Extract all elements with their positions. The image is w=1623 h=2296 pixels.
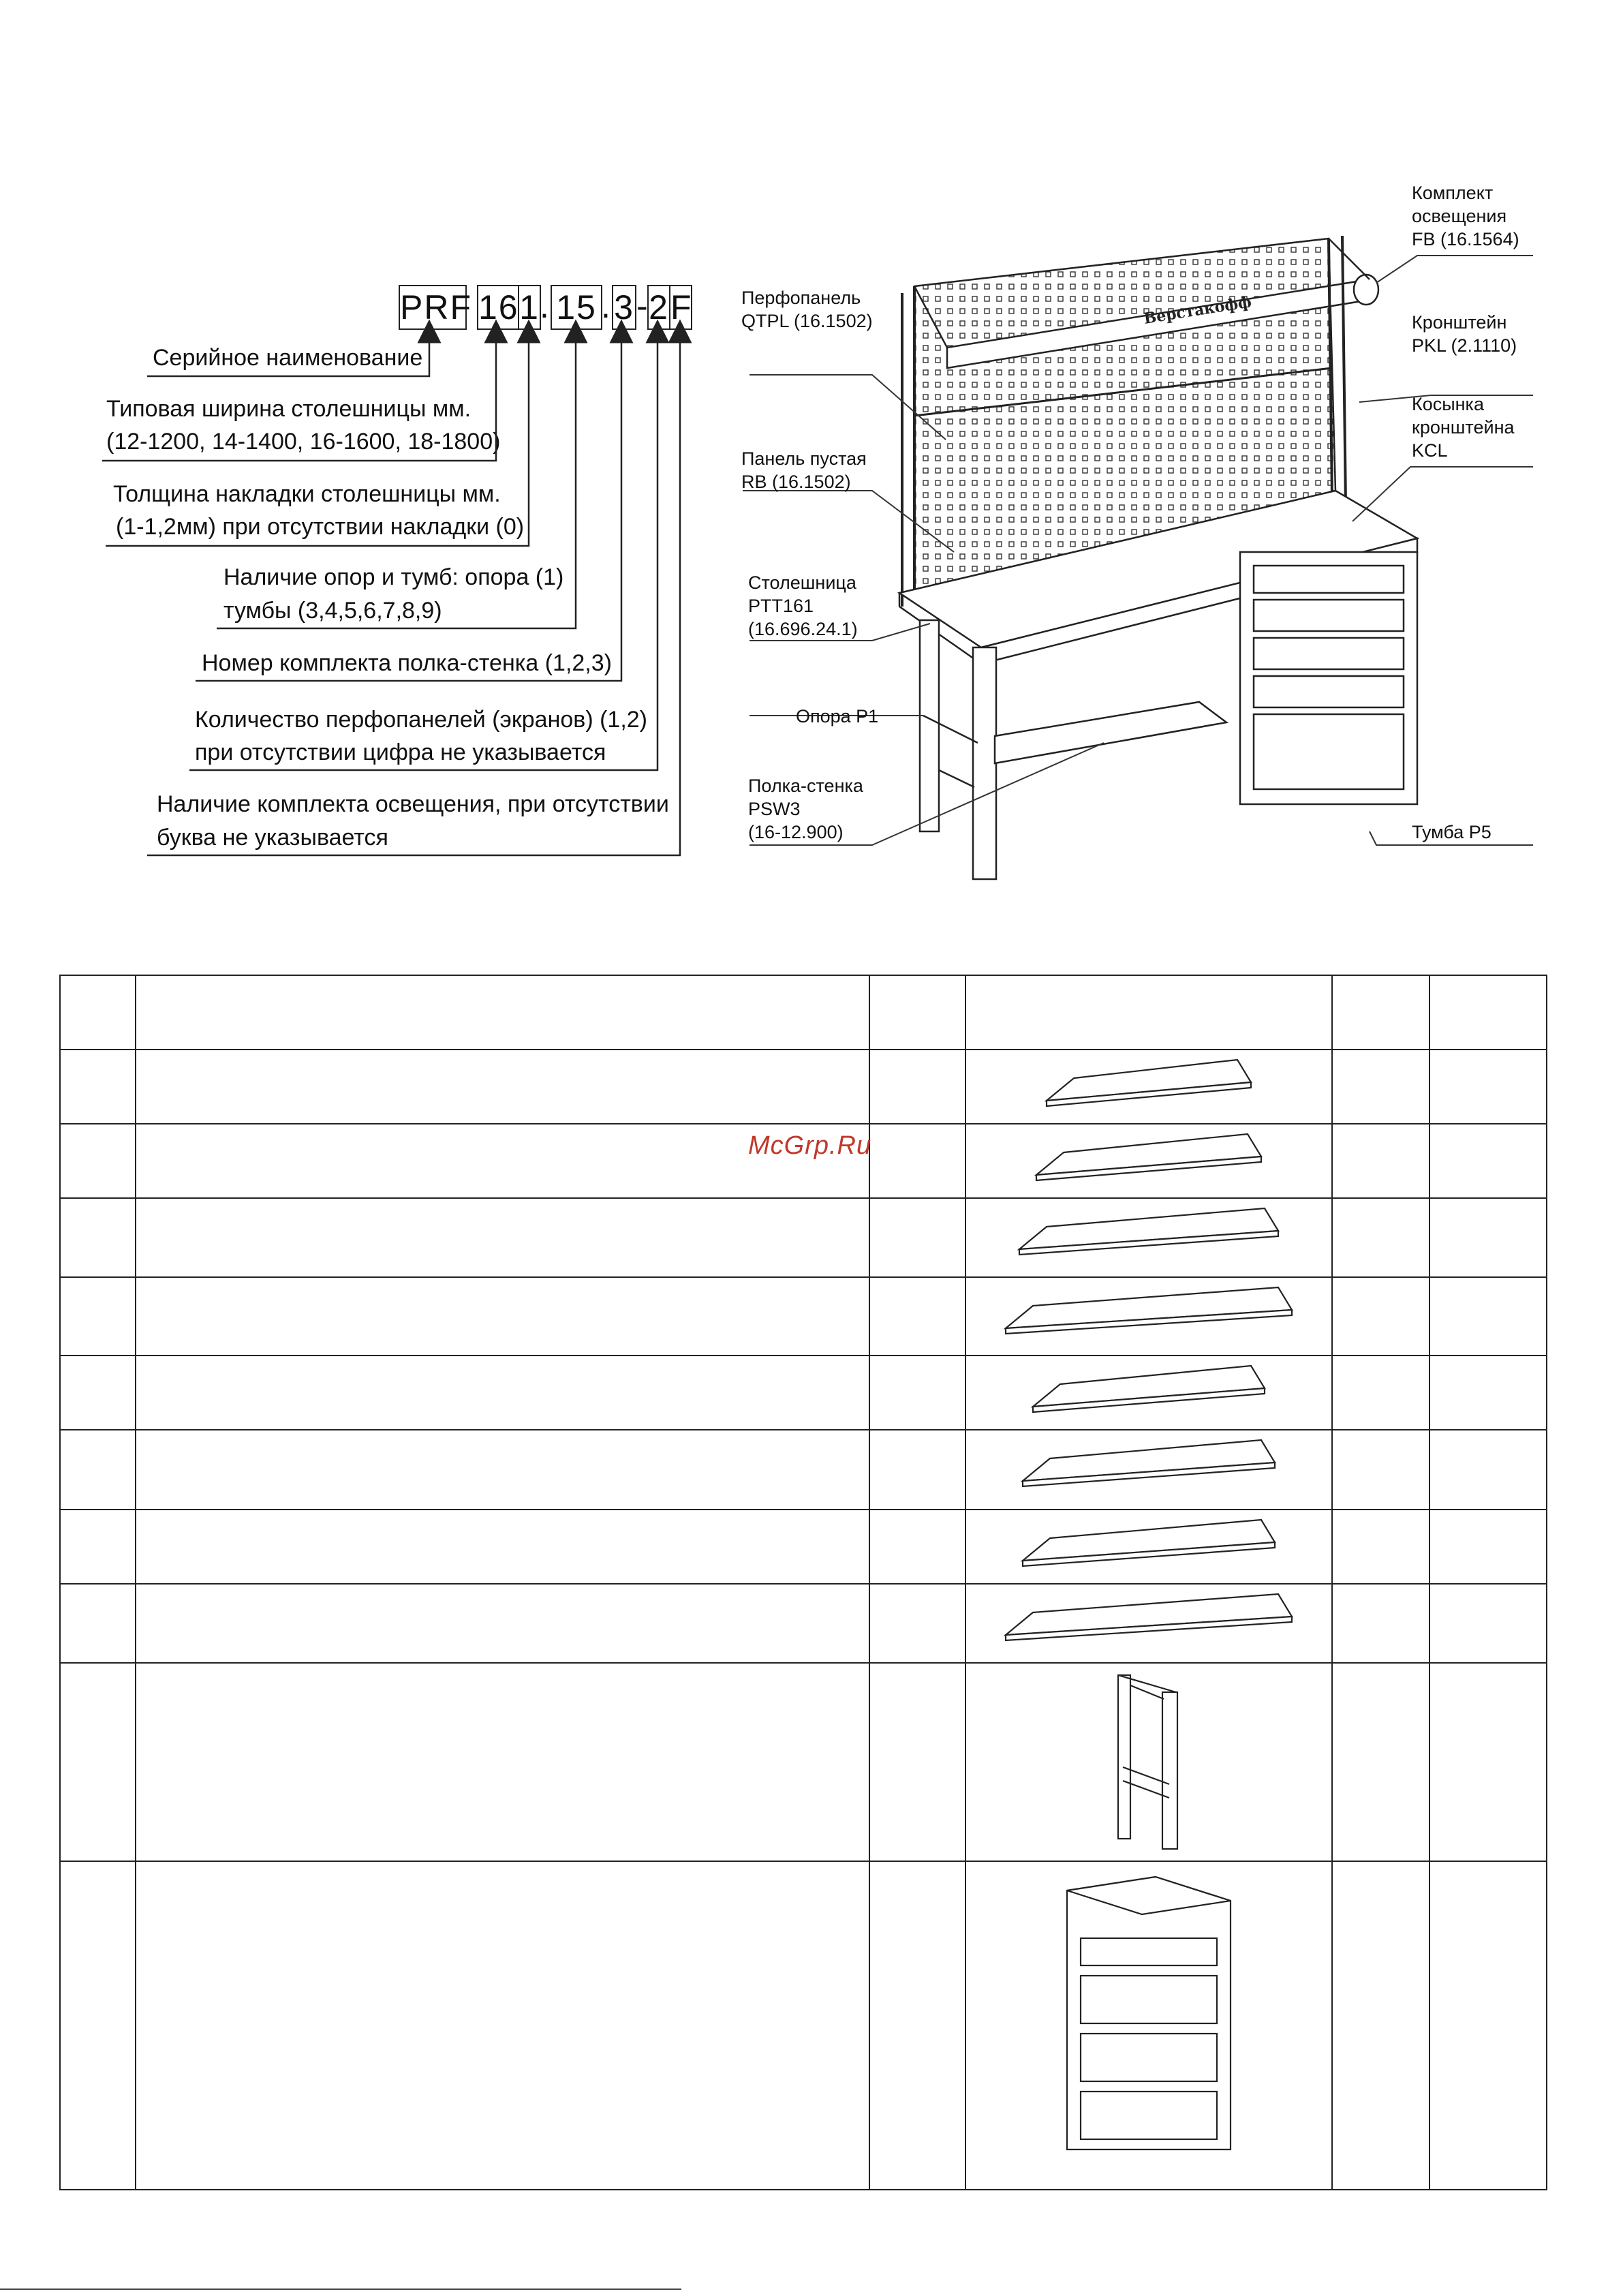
table-cell <box>60 1663 136 1861</box>
table-cell <box>869 1663 966 1861</box>
table-cell <box>1429 1510 1547 1584</box>
legend-line: (12-1200, 14-1400, 16-1600, 18-1800) <box>106 429 501 455</box>
worktop-plank-icon <box>972 1052 1326 1119</box>
table-cell <box>1429 1861 1547 2190</box>
worktop-plank-icon <box>972 1200 1326 1272</box>
table-header-row <box>60 975 1547 1050</box>
table-row <box>60 1510 1547 1584</box>
legend-leader-lines <box>0 0 749 886</box>
table-cell <box>1332 1430 1429 1510</box>
table-row <box>60 1861 1547 2190</box>
table-row <box>60 1050 1547 1124</box>
worktop-plank-icon <box>972 1432 1326 1505</box>
part-image-cell <box>965 1861 1332 2190</box>
annotation-support: Опора P1 <box>796 706 879 726</box>
worktop-plank-icon <box>972 1512 1326 1579</box>
worktop-plank-icon <box>972 1586 1326 1658</box>
table-row <box>60 1584 1547 1663</box>
part-image-cell <box>965 1584 1332 1663</box>
code-part-panels: 2 <box>647 285 670 330</box>
table-cell <box>60 1584 136 1663</box>
table-cell <box>60 1050 136 1124</box>
table-cell <box>869 1430 966 1510</box>
lower-shelf <box>995 702 1226 763</box>
table-cell <box>869 1356 966 1430</box>
annotation-worktop: Столешница PTT161 (16.696.24.1) <box>748 572 858 639</box>
table-cell <box>1429 1356 1547 1430</box>
code-separator: - <box>636 287 648 325</box>
table-cell <box>136 1861 869 2190</box>
table-cell <box>1332 1124 1429 1198</box>
cabinet-icon <box>972 1863 1326 2185</box>
legend-line: Наличие комплекта освещения, при отсутствии <box>157 791 669 817</box>
table-cell <box>1332 1584 1429 1663</box>
table-row <box>60 1663 1547 1861</box>
table-cell <box>1429 1050 1547 1124</box>
table-cell <box>60 1277 136 1356</box>
table-cell <box>136 1584 869 1663</box>
annotation-cabinet: Тумба P5 <box>1412 822 1491 842</box>
table-cell <box>136 1277 869 1356</box>
legend-line: буква не указывается <box>157 825 388 851</box>
code-part-shelf: 3 <box>612 285 636 330</box>
annotation-light: Комплект освещения FB (16.1564) <box>1412 183 1519 249</box>
table-cell <box>1429 1430 1547 1510</box>
table-cell <box>136 1198 869 1277</box>
table-cell <box>136 1510 869 1584</box>
worktop-plank-icon <box>972 1126 1326 1193</box>
legend-line: Номер комплекта полка-стенка (1,2,3) <box>202 650 612 676</box>
table-cell <box>60 1198 136 1277</box>
watermark: McGrp.Ru <box>748 1131 872 1160</box>
table-cell <box>1429 1124 1547 1198</box>
table-row <box>60 1356 1547 1430</box>
table-cell <box>136 1663 869 1861</box>
worktop-plank-icon <box>972 1358 1326 1425</box>
code-separator: . <box>540 287 549 325</box>
table-cell <box>136 1430 869 1510</box>
part-image-cell <box>965 1277 1332 1356</box>
legend-line: (1-1,2мм) при отсутствии накладки (0) <box>116 514 525 540</box>
table-cell <box>1332 1050 1429 1124</box>
table-cell <box>1429 1198 1547 1277</box>
table-cell <box>136 1356 869 1430</box>
table-cell <box>869 1050 966 1124</box>
table-cell <box>869 1510 966 1584</box>
part-image-cell <box>965 1510 1332 1584</box>
code-part-light: F <box>669 285 692 330</box>
table-cell <box>869 1861 966 2190</box>
brand-plate: Верстакофф <box>1142 293 1253 328</box>
table-cell <box>1429 1584 1547 1663</box>
table-cell <box>60 1356 136 1430</box>
code-part-series: PRF <box>399 285 467 330</box>
table-cell <box>1332 1663 1429 1861</box>
code-separator: . <box>601 287 610 325</box>
legend-line: тумбы (3,4,5,6,7,8,9) <box>223 598 442 624</box>
part-image-cell <box>965 1663 1332 1861</box>
annotation-shelf: Полка-стенка PSW3 (16-12.900) <box>748 776 863 842</box>
table-cell <box>60 1861 136 2190</box>
table-cell <box>1429 1663 1547 1861</box>
part-image-cell <box>965 1050 1332 1124</box>
table-cell <box>1332 1510 1429 1584</box>
footer-rule <box>0 2289 681 2290</box>
code-part-width: 16 <box>477 285 519 330</box>
annotation-perfo: Перфопанель QTPL (16.1502) <box>741 288 873 331</box>
table-cell <box>869 1584 966 1663</box>
table-cell <box>1332 1861 1429 2190</box>
legend-line: Количество перфопанелей (экранов) (1,2) <box>195 707 647 733</box>
table-row <box>60 1198 1547 1277</box>
legend-line: Серийное наименование <box>153 345 423 371</box>
legend-line: при отсутствии цифра не указывается <box>195 739 606 765</box>
legend-line: Типовая ширина столешницы мм. <box>106 396 472 422</box>
table-cell <box>1429 1277 1547 1356</box>
table-cell <box>869 1124 966 1198</box>
code-part-overlay: 1 <box>518 285 541 330</box>
table-cell <box>1332 1277 1429 1356</box>
table-cell <box>60 1430 136 1510</box>
part-image-cell <box>965 1198 1332 1277</box>
annotation-blank-panel: Панель пустая RB (16.1502) <box>741 448 867 492</box>
part-image-cell <box>965 1430 1332 1510</box>
support-frame-icon <box>972 1665 1326 1856</box>
table-row <box>60 1430 1547 1510</box>
table-cell <box>869 1277 966 1356</box>
part-image-cell <box>965 1356 1332 1430</box>
table-cell <box>1332 1198 1429 1277</box>
annotation-gusset: Косынка кронштейна KCL <box>1412 394 1515 461</box>
code-part-supports: 15 <box>551 285 602 330</box>
annotation-bracket: Кронштейн PKL (2.1110) <box>1412 312 1517 356</box>
table-row <box>60 1277 1547 1356</box>
table-cell <box>136 1050 869 1124</box>
legend-line: Наличие опор и тумб: опора (1) <box>223 564 564 590</box>
legend-line: Толщина накладки столешницы мм. <box>113 481 501 507</box>
table-cell <box>869 1198 966 1277</box>
table-cell <box>60 1124 136 1198</box>
part-image-cell <box>965 1124 1332 1198</box>
table-cell <box>60 1510 136 1584</box>
table-cell <box>1332 1356 1429 1430</box>
worktop-plank-icon <box>972 1279 1326 1351</box>
